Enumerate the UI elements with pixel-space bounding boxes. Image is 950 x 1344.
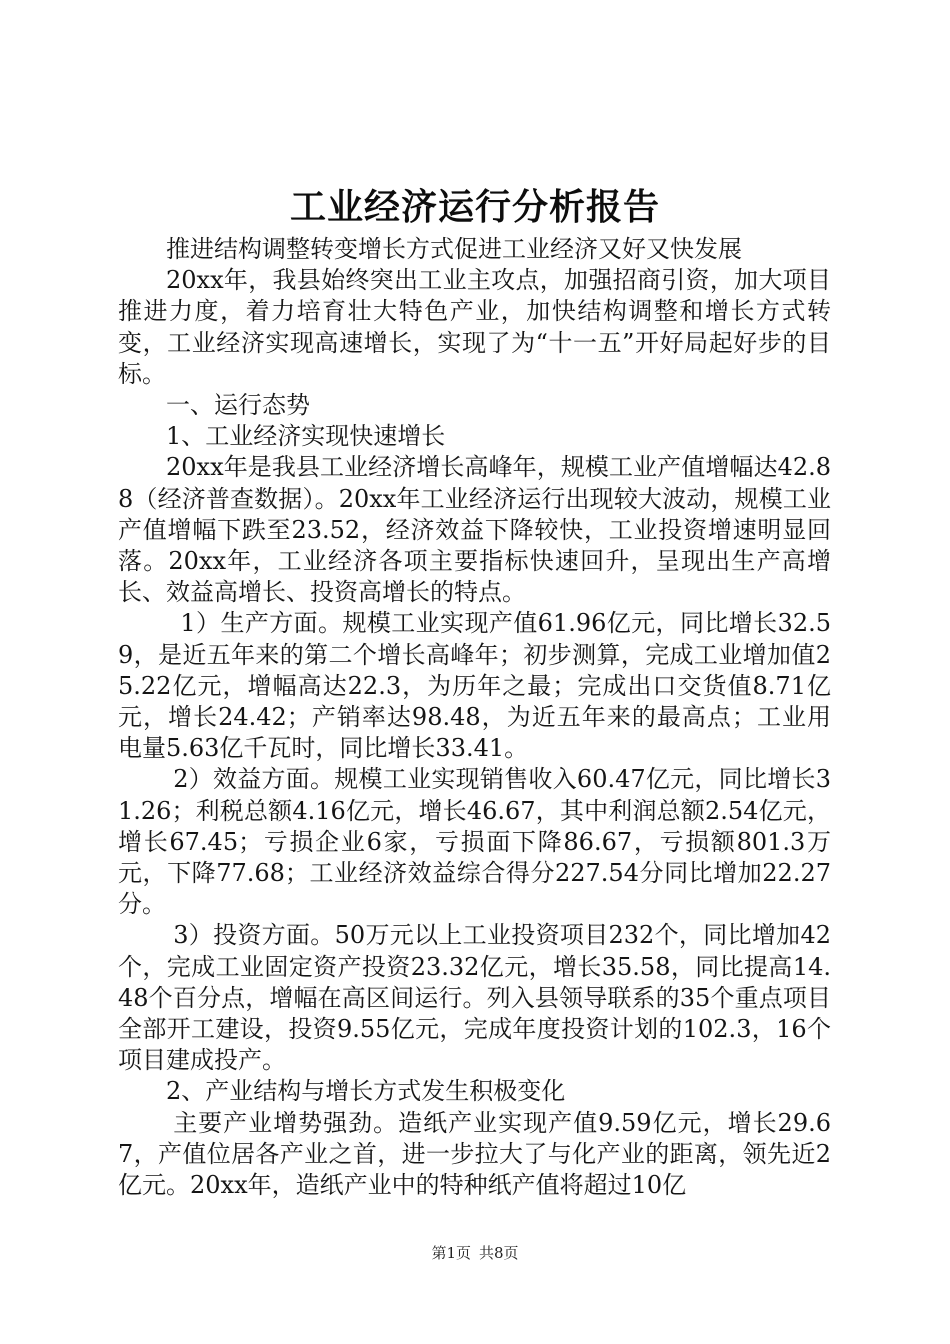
- document-title: 工业经济运行分析报告: [289, 186, 660, 228]
- subtitle-line: 推进结构调整转变增长方式促进工业经济又好又快发展: [166, 235, 742, 263]
- paragraph-production: 1）生产方面。规模工业实现产值61.96亿元，同比增长32.59，是近五年来的第二个增长高峰年；初步测算，完成工业增加值25.22亿元，增幅高达22.3，为历年之最；完成出口交货值8.71亿元，增长24.42；产销率达98.48，为近五年来的最高点；工业用电量5.63亿千瓦时，同比增长33.41。: [118, 609, 831, 763]
- paragraph-industry: 主要产业增势强劲。造纸产业实现产值9.59亿元，增长29.67，产值位居各产业之首，进一步拉大了与化产业的距离，领先近2亿元。20xx年，造纸产业中的特种纸产值将超过10亿: [118, 1108, 831, 1200]
- paragraph-growth: 20xx年是我县工业经济增长高峰年，规模工业产值增幅达42.88（经济普查数据）。20xx年工业经济运行出现较大波动，规模工业产值增幅下跌至23.52，经济效益下降较快，工业投资增速明显回落。20xx年，工业经济各项主要指标快速回升，呈现出生产高增长、效益高增长、投资高增长的特点。: [118, 453, 831, 607]
- paragraph-intro: 20xx年，我县始终突出工业主攻点，加强招商引资，加大项目推进力度，着力培育壮大特色产业，加快结构调整和增长方式转变，工业经济实现高速增长，实现了为“十一五”开好局起好步的目标。: [118, 266, 831, 388]
- paragraph-benefit: 2）效益方面。规模工业实现销售收入60.47亿元，同比增长31.26；利税总额4.16亿元，增长46.67，其中利润总额2.54亿元，增长67.45；亏损企业6家，亏损面下降86.67，亏损额801.3万元，下降77.68；工业经济效益综合得分227.54分同比增加22.27分。: [118, 765, 831, 919]
- document-body: [118, 234, 831, 1201]
- section-heading-1: 一、运行态势: [166, 391, 310, 420]
- subsection-heading-2: 2、产业结构与增长方式发生积极变化: [166, 1077, 566, 1106]
- paragraph-investment: 3）投资方面。50万元以上工业投资项目232个，同比增加42个，完成工业固定资产投资23.32亿元，增长35.58，同比提高14.48个百分点，增幅在高区间运行。列入县领导联系的35个重点项目全部开工建设，投资9.55亿元，完成年度投资计划的102.3，16个项目建成投产。: [118, 921, 831, 1075]
- page-total: 共8页: [479, 1244, 519, 1262]
- page-footer: [0, 1243, 950, 1263]
- subsection-heading-1: 1、工业经济实现快速增长: [166, 422, 446, 451]
- page-number: 第1页: [431, 1244, 471, 1262]
